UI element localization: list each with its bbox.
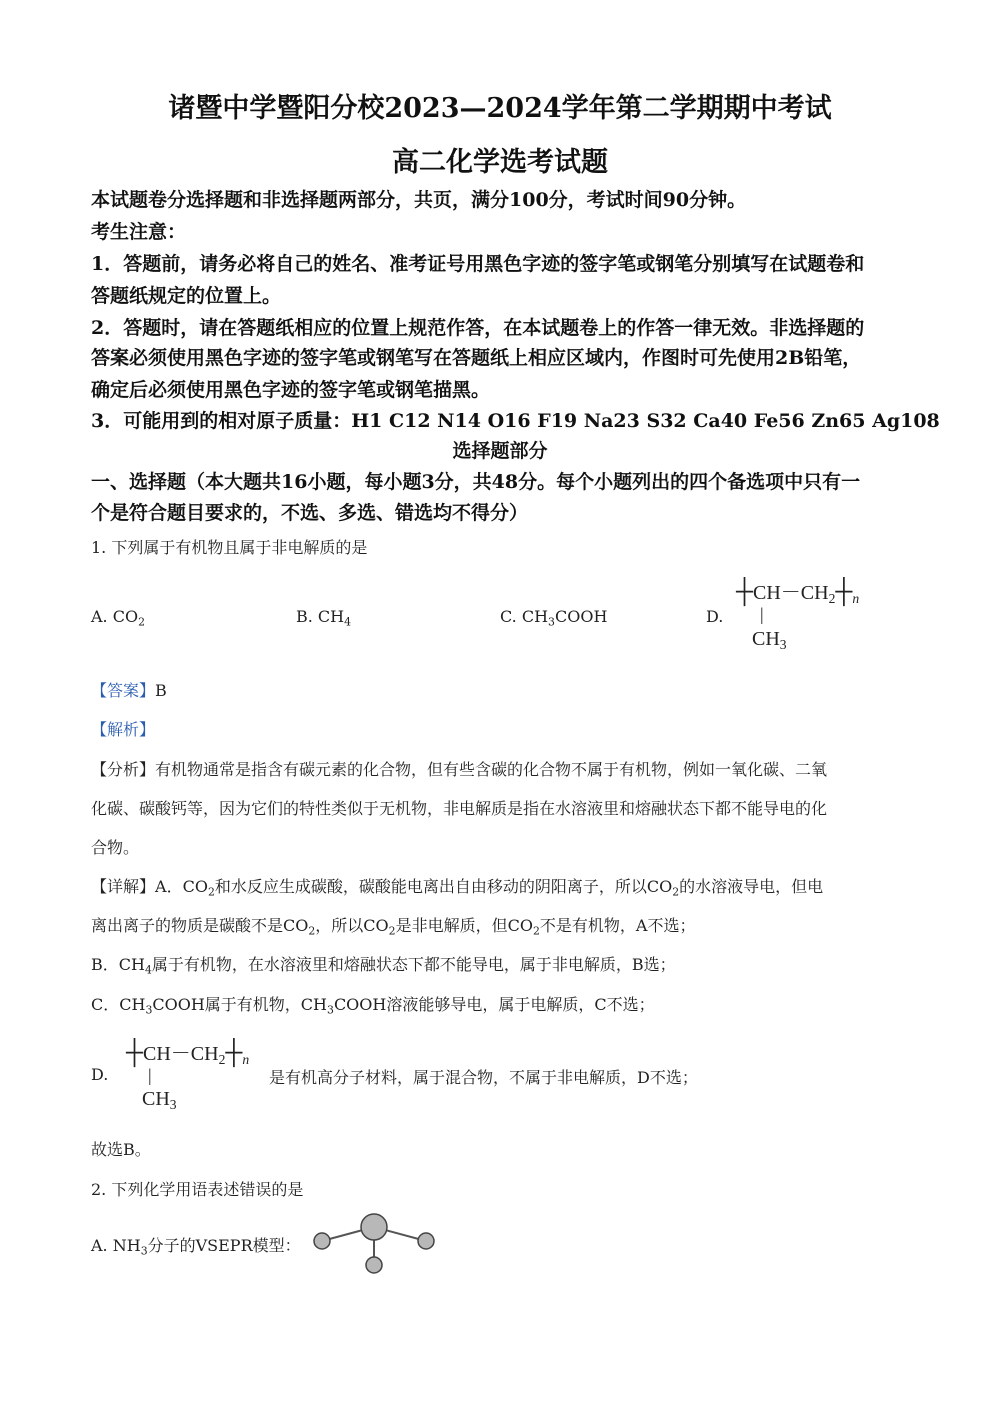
q1-detail-a-line2: 离出离子的物质是碳酸不是$CO_2$，所以$CO_2$是非电解质，但$CO_2$不是有机物，A不选； [91, 916, 696, 938]
q1-analysis-label: 【解析】 [91, 720, 156, 739]
q1-option-c: C. $CH_3COOH$ [500, 607, 608, 629]
section-heading: 一、选择题（本大题共16小题，每小题3分，共48分。每个小题列出的四个备选项中只有一 [91, 471, 861, 493]
vsepr-model-diagram [310, 1205, 450, 1280]
central-atom [361, 1214, 387, 1240]
q1-fenxi-2: 化碳、碳酸钙等，因为它们的特性类似于无机物，非电解质是指在水溶液里和熔融状态下都不能导电的化 [91, 799, 828, 818]
outer-atom [314, 1233, 330, 1249]
outer-atom [418, 1233, 434, 1249]
q1-detail-d-text: 是有机高分子材料，属于混合物，不属于非电解质，D不选； [269, 1068, 698, 1087]
note-2: 2．答题时，请在答题纸相应的位置上规范作答，在本试题卷上的作答一律无效。非选择题的 [91, 317, 865, 339]
outer-atom [366, 1257, 382, 1273]
q1-detail-a-line1: 【详解】A．$CO_2$和水反应生成碳酸，碳酸能电离出自由移动的阴阳离子，所以$CO_2$的水溶液导电，但电 [91, 877, 824, 899]
q1-option-a: A. $CO_2$ [91, 607, 146, 629]
exam-subtitle: 高二化学选考试题 [392, 147, 608, 178]
section-title: 选择题部分 [452, 440, 548, 462]
q1-option-d-label: D. [706, 607, 724, 626]
exam-title: 诸暨中学暨阳分校2023—2024学年第二学期期中考试 [168, 93, 832, 124]
q2-stem: 2. 下列化学用语表述错误的是 [91, 1180, 304, 1199]
q1-stem: 1. 下列属于有机物且属于非电解质的是 [91, 538, 368, 557]
q1-answer: 【答案】B [91, 681, 167, 700]
note-2-cont2: 确定后必须使用黑色字迹的签字笔或钢笔描黑。 [91, 379, 491, 401]
q1-conclusion: 故选B。 [91, 1140, 151, 1159]
q2-option-a: A. $NH_3$分子的VSEPR模型： [91, 1236, 301, 1258]
notice-label: 考生注意： [91, 221, 187, 243]
q1-fenxi-1: 【分析】有机物通常是指含有碳元素的化合物，但有些含碳的化合物不属于有机物，例如一氧化碳、二氧 [91, 760, 828, 779]
q1-detail-b: B．$CH_4$属于有机物，在水溶液里和熔融状态下都不能导电，属于非电解质，B选； [91, 955, 676, 977]
q1-fenxi-3: 合物。 [91, 838, 140, 857]
note-1: 1．答题前，请务必将自己的姓名、准考证号用黑色字迹的签字笔或钢笔分别填写在试题卷和 [91, 253, 865, 275]
note-1-cont: 答题纸规定的位置上。 [91, 285, 282, 307]
note-3: 3．可能用到的相对原子质量：H1 C12 N14 O16 F19 Na23 S32 Ca40 Fe56 Zn65 Ag108 [91, 410, 940, 432]
q1-detail-c: C．$CH_3COOH$属于有机物，$CH_3COOH$溶液能够导电，属于电解质，C不选； [91, 995, 655, 1017]
intro-line: 本试题卷分选择题和非选择题两部分，共页，满分100分，考试时间90分钟。 [91, 189, 747, 211]
q1-detail-d-label: D. [91, 1065, 109, 1084]
note-2-cont: 答案必须使用黑色字迹的签字笔或钢笔写在答题纸上相应区域内，作图时可先使用2B铅笔， [91, 347, 862, 369]
q1-option-b: B. $CH_4$ [296, 607, 352, 629]
section-heading-cont: 个是符合题目要求的，不选、多选、错选均不得分） [91, 502, 529, 524]
